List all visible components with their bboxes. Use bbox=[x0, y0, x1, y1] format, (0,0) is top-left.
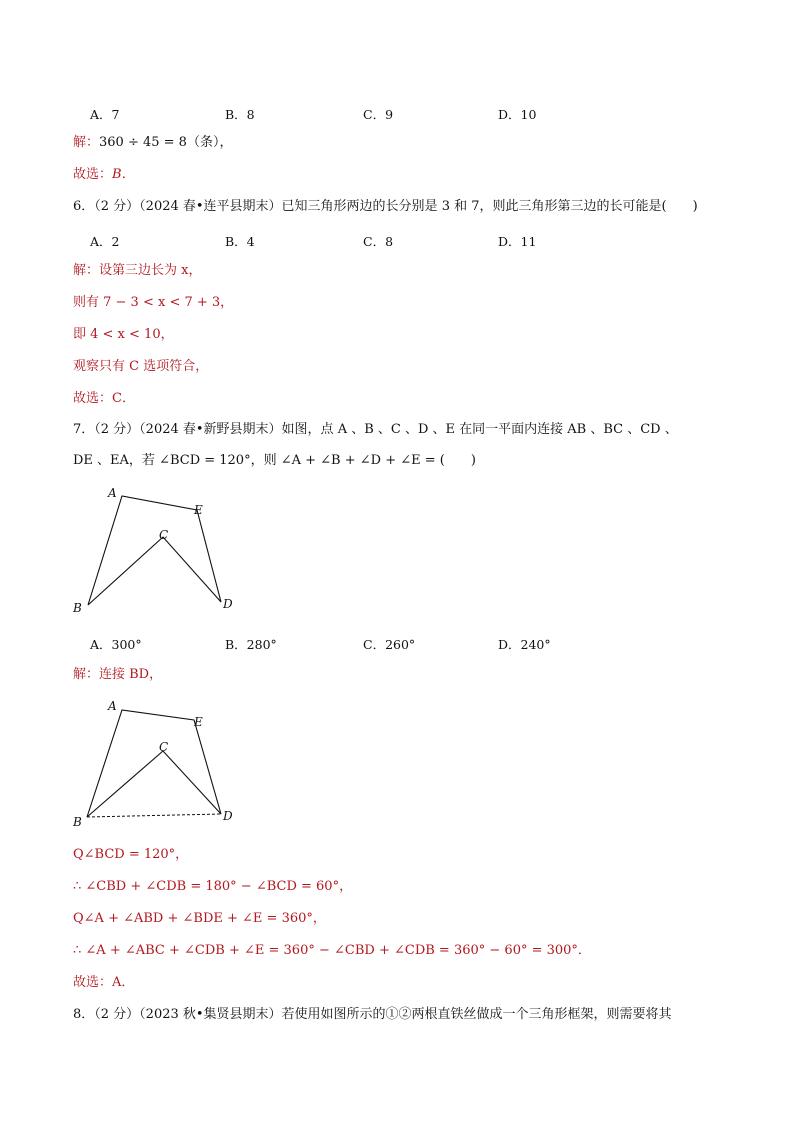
q7-step-3: Q∠A + ∠ABD + ∠BDE + ∠E = 360°， bbox=[73, 911, 326, 926]
q7-label-e: E bbox=[194, 503, 203, 517]
q7-answer: 故选：A． bbox=[73, 975, 135, 990]
q7-label-a: A bbox=[108, 486, 117, 500]
q5-option-c: C．9 bbox=[363, 107, 394, 122]
q6-solution-line-1: 解：设第三边长为 x， bbox=[73, 263, 202, 278]
q5-answer-value: B． bbox=[112, 167, 135, 182]
q7-option-d: D．240° bbox=[498, 637, 551, 652]
q7-step-1: Q∠BCD = 120°， bbox=[73, 847, 189, 862]
q7-step-4: ∴ ∠A + ∠ABC + ∠CDB + ∠E = 360° − ∠CBD + ∠CDB = 360° − 60° = 300°． bbox=[73, 943, 591, 958]
q7-stem-line-2: DE 、EA，若 ∠BCD = 120°，则 ∠A + ∠B + ∠D + ∠E = ( ) bbox=[73, 453, 476, 468]
q7-label-c: C bbox=[159, 528, 169, 542]
q7-sol-label-d: D bbox=[223, 809, 233, 823]
q6-option-b: B．4 bbox=[225, 234, 255, 249]
q7-solution-figure bbox=[70, 696, 250, 830]
q7-option-a: A．300° bbox=[90, 637, 142, 652]
q5-option-b: B．8 bbox=[225, 107, 255, 122]
q7-label-d: D bbox=[223, 597, 233, 611]
q6-option-c: C．8 bbox=[363, 234, 394, 249]
q7-label-b: B bbox=[73, 601, 82, 614]
q5-solution-body: 360 ÷ 45 = 8（条）， bbox=[99, 135, 233, 150]
q6-stem: 6．（2 分）（2024 春•连平县期末）已知三角形两边的长分别是 3 和 7，则此三角形第三边的长可能是( ) bbox=[73, 199, 698, 214]
q6-solution-line-2: 则有 7 − 3 < x < 7 + 3， bbox=[73, 295, 234, 310]
q7-option-c: C．260° bbox=[363, 637, 416, 652]
q7-step-2: ∴ ∠CBD + ∠CDB = 180° − ∠BCD = 60°， bbox=[73, 879, 353, 894]
q6-answer: 故选：C． bbox=[73, 391, 135, 406]
q7-stem-line-1: 7．（2 分）（2024 春•新野县期末）如图，点 A 、B 、C 、D 、E 在同一平面内连接 AB 、BC 、CD 、 bbox=[73, 422, 678, 437]
q5-solution-prefix: 解： bbox=[73, 135, 100, 150]
q7-option-b: B．280° bbox=[225, 637, 277, 652]
q6-solution-line-4: 观察只有 C 选项符合， bbox=[73, 359, 209, 374]
q6-option-d: D．11 bbox=[498, 234, 537, 249]
q7-sol-label-e: E bbox=[194, 715, 203, 729]
q7-segment-bd-dashed bbox=[87, 814, 221, 817]
q5-solution bbox=[73, 135, 232, 151]
q5-answer bbox=[73, 167, 135, 183]
q7-sol-label-c: C bbox=[159, 740, 169, 754]
q7-sol-label-b: B bbox=[73, 815, 82, 829]
q5-option-a: A．7 bbox=[90, 107, 120, 122]
q5-answer-prefix: 故选： bbox=[73, 167, 113, 182]
q6-solution-line-3: 即 4 < x < 10， bbox=[73, 327, 174, 342]
q8-stem: 8．（2 分）（2023 秋•集贤县期末）若使用如图所示的①②两根直铁丝做成一个三角形框架，则需要将其 bbox=[73, 1007, 672, 1022]
q7-figure bbox=[70, 484, 250, 614]
q6-option-a: A．2 bbox=[90, 234, 120, 249]
q7-sol-label-a: A bbox=[108, 699, 117, 713]
q5-option-d: D．10 bbox=[498, 107, 537, 122]
q7-solution-line-1: 解：连接 BD， bbox=[73, 667, 163, 682]
